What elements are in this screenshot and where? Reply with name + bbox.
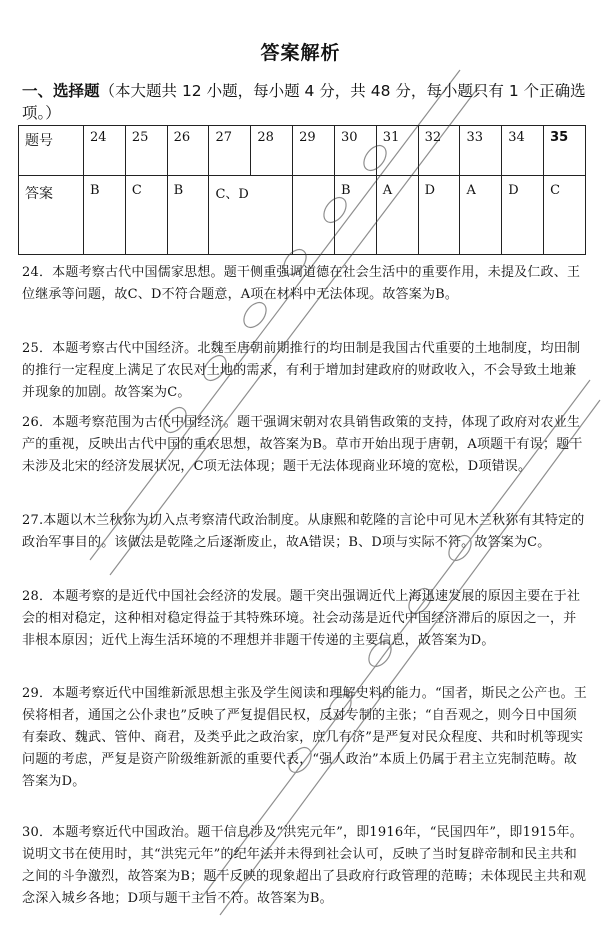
- explanation-paragraph: 26．本题考察范围为古代中国经济。题干强调宋朝对农具销售政策的支持，体现了政府对农业生产的重视，反映出古代中国的重农思想，故答案为B。草市开始出现于唐朝，A项题干有误；题干未涉及北宋的经济发展状况，C项无法体现；题干无法体现商业环境的宽松，D项错误。: [22, 415, 583, 474]
- answer-cell: A: [376, 176, 418, 255]
- answer-cell: B: [84, 176, 126, 255]
- question-number: 32: [418, 126, 460, 176]
- question-number: 27: [209, 126, 251, 176]
- question-number: 30: [334, 126, 376, 176]
- answer-cell: C: [544, 176, 586, 255]
- section-heading-label: 一、选择题: [22, 82, 100, 100]
- question-number: 33: [460, 126, 502, 176]
- row-label-number: 题号: [19, 126, 84, 176]
- explanation-paragraph: 24．本题考察古代中国儒家思想。题干侧重强调道德在社会生活中的重要作用，未提及仁政、王位继承等问题，故C、D不符合题意，A项在材料中无法体现。故答案为B。: [22, 265, 581, 302]
- answer-cell: A: [460, 176, 502, 255]
- question-number: 24: [84, 126, 126, 176]
- question-number: 28: [251, 126, 293, 176]
- answer-cell: D: [418, 176, 460, 255]
- question-number: 31: [376, 126, 418, 176]
- answer-cell: C: [125, 176, 167, 255]
- explanation-paragraph: 28．本题考察的是近代中国社会经济的发展。题干突出强调近代上海迅速发展的原因主要在于社会的相对稳定，这种相对稳定得益于其特殊环境。社会动荡是近代中国经济滞后的原因之一，并非根本原因；近代上海生活环境的不理想并非题干传递的主要信息，故答案为D。: [22, 589, 581, 648]
- question-number: 35: [544, 126, 586, 176]
- explanation-paragraph: 29．本题考察近代中国维新派思想主张及学生阅读和理解史料的能力。“国者，斯民之公产也。王侯将相者，通国之公仆隶也”反映了严复提倡民权，反对专制的主张；“自吾观之，则今日中国须有秦政、魏武、管仲、商君，及类乎此之政治家，庶几有济”是严复对民众程度、共和时机等现实问题的考虑，严复是资产阶级维新派的重要代表，“强人政治”本质上仍属于君主立宪制范畴。故答案为D。: [22, 686, 587, 789]
- question-number-row: [19, 126, 586, 176]
- section-heading: [22, 80, 588, 124]
- answer-table: [18, 125, 586, 255]
- explanation-paragraph: 27.本题以木兰秋狝为切入点考察清代政治制度。从康熙和乾隆的言论中可见木兰秋狝有其特定的政治军事目的。该做法是乾隆之后逐渐废止，故A错误；B、D项与实际不符。故答案为C。: [22, 513, 585, 550]
- question-number: 29: [293, 126, 335, 176]
- question-number: 34: [502, 126, 544, 176]
- question-number: 26: [167, 126, 209, 176]
- explanation-paragraph: 30．本题考察近代中国政治。题干信息涉及“洪宪元年”，即1916年，“民国四年”，即1915年。说明文书在使用时，其“洪宪元年”的纪年法并未得到社会认可，反映了当时复辟帝制和民主共和之间的斗争激烈，故答案为B；题干反映的现象超出了县政府行政管理的范畴；未体现民主共和观念深入城乡各地；D项与题干主旨不符。故答案为B。: [22, 825, 587, 906]
- answer-row: [19, 176, 586, 255]
- answer-cell: B: [334, 176, 376, 255]
- page-title: 答案解析: [260, 42, 341, 64]
- answer-cell: [293, 176, 335, 255]
- answer-cell: B: [167, 176, 209, 255]
- answer-cell: D: [502, 176, 544, 255]
- explanation-paragraph: 25．本题考察古代中国经济。北魏至唐朝前期推行的均田制是我国古代重要的土地制度，均田制的推行一定程度上满足了农民对土地的需求，有利于增加封建政府的财政收入，不会导致土地兼并现象的加剧。故答案为C。: [22, 341, 581, 400]
- question-number: 25: [125, 126, 167, 176]
- section-instruction: （本大题共 12 小题，每小题 4 分，共 48 分，每小题只有 1 个正确选项。）: [22, 82, 586, 122]
- row-label-answer: 答案: [19, 176, 84, 255]
- answer-cell: C、D: [209, 176, 293, 255]
